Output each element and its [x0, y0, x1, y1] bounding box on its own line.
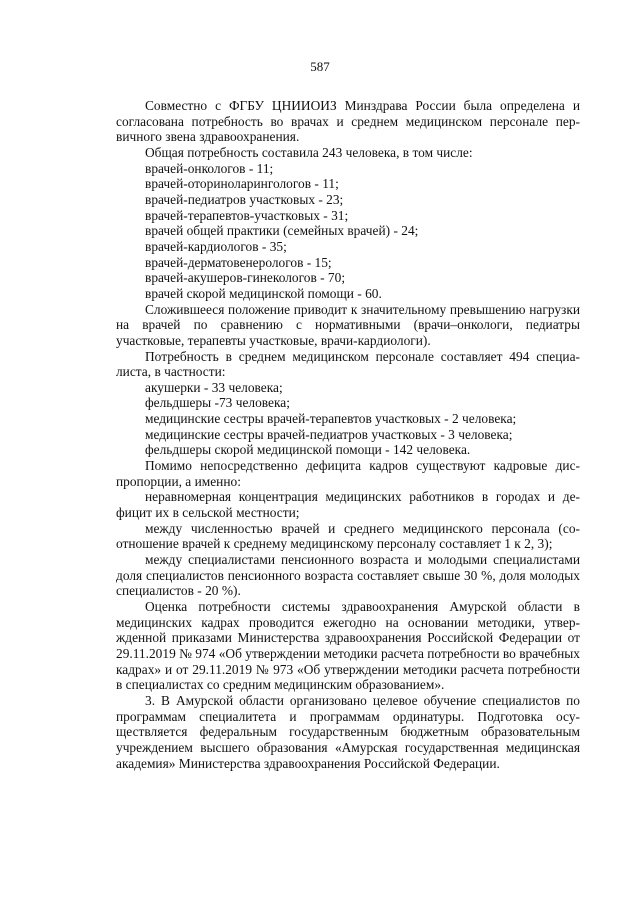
- list-item: фельдшеры -73 человека;: [145, 395, 290, 411]
- paragraph-total-need: Общая потребность составила 243 человека, в том числе:: [145, 144, 473, 160]
- paragraph-nurse-need: Потребность в среднем медицинском персонале составляет 494 специалиста, в частности:: [116, 348, 580, 380]
- document-body: [116, 98, 580, 771]
- list-item: врачей-оториноларингологов - 11;: [145, 176, 339, 192]
- list-item: врачей-акушеров-гинекологов - 70;: [145, 270, 346, 286]
- nurse-need-list: [116, 380, 580, 458]
- disproportion-item: между специалистами пенсионного возраста и молодыми специалистами доля специалистов пенсионного возраста составляет свыше 30 %, доля молодых специалистов - 20 %).: [116, 552, 580, 599]
- list-item: медицинские сестры врачей-терапевтов участковых - 2 человека;: [145, 411, 517, 427]
- list-item: врачей-терапевтов-участковых - 31;: [145, 207, 349, 223]
- paragraph-assessment: Оценка потребности системы здравоохранения Амурской области в медицинских кадрах проводится ежегодно на основании методики, утвержденной приказами Министерства здравоохранения Российской Федерации от 29.11.2019 № 974 «Об утверждении методики расчета потребности во врачебных кадрах» и от 29.11.2019 № 973 «Об утверждении методики расчета потребности в специалистах со средним медицинским образованием».: [116, 599, 580, 693]
- disproportion-item: неравномерная концентрация медицинских работников в городах и дефицит их в сельской местности;: [116, 489, 580, 521]
- page-number: 587: [310, 59, 330, 74]
- list-item: фельдшеры скорой медицинской помощи - 142 человека.: [145, 442, 471, 458]
- list-item: врачей-онкологов - 11;: [145, 160, 274, 176]
- list-item: врачей-кардиологов - 35;: [145, 238, 287, 254]
- paragraph-disproportion: Помимо непосредственно дефицита кадров существуют кадровые диспропорции, а именно:: [116, 458, 580, 489]
- list-item: врачей общей практики (семейных врачей) - 24;: [145, 223, 419, 239]
- list-item: акушерки - 33 человека;: [145, 379, 283, 395]
- doctor-need-list: [116, 161, 580, 302]
- list-item: врачей скорой медицинской помощи - 60.: [145, 285, 382, 301]
- disproportion-item: между численностью врачей и среднего медицинского персонала (соотношение врачей к среднему медицинскому персоналу составляет 1 к 2, 3);: [116, 520, 580, 552]
- paragraph-targeted-training: 3. В Амурской области организовано целевое обучение специалистов по программам специалитета и программам ординатуры. Подготовка осуществляется федеральным государственным бюджетным образовательным учреждением высшего образования «Амурская государственная медицинская академия» Министерства здравоохранения Российской Федерации.: [116, 692, 580, 771]
- paragraph-overload: Сложившееся положение приводит к значительному превышению нагрузки на врачей по сравнению с нормативными (врачи–онкологи, педиатры участковые, терапевты участковые, врачи-кардиологи).: [116, 301, 580, 348]
- list-item: медицинские сестры врачей-педиатров участковых - 3 человека;: [145, 426, 513, 442]
- list-item: врачей-дерматовенерологов - 15;: [145, 254, 332, 270]
- list-item: врачей-педиатров участковых - 23;: [145, 191, 344, 207]
- paragraph-joint-assessment: Совместно с ФГБУ ЦНИИОИЗ Минздрава России была определена и согласована потребность во врачах и среднем медицинском персонале первичного звена здравоохранения.: [116, 98, 580, 145]
